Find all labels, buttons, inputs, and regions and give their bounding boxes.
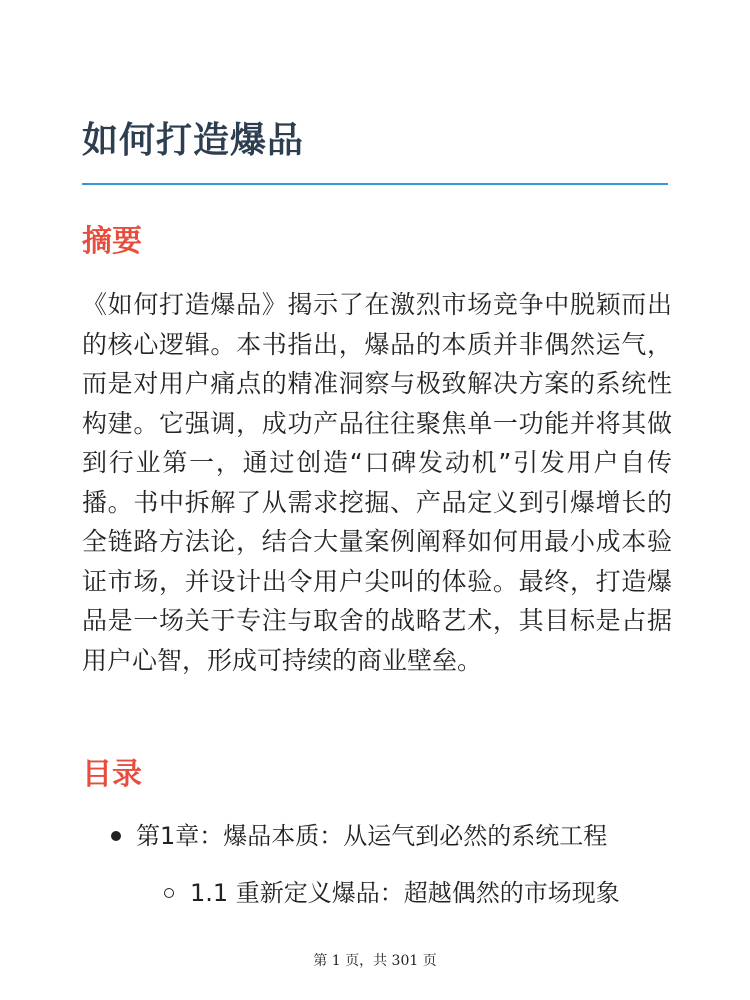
toc-item-label: 第1章：爆品本质：从运气到必然的系统工程	[136, 822, 608, 850]
summary-heading: 摘要	[82, 224, 142, 259]
toc-heading: 目录	[82, 757, 142, 792]
disc-icon	[111, 831, 121, 841]
page-title: 如何打造爆品	[82, 120, 305, 161]
title-divider	[82, 183, 668, 185]
summary-paragraph: 《如何打造爆品》揭示了在激烈市场竞争中脱颖而出的核心逻辑。本书指出，爆品的本质并非偶然运气，而是对用户痛点的精准洞察与极致解决方案的系统性构建。它强调，成功产品往往聚焦单一功能并将其做到行业第一，通过创造“口碑发动机”引发用户自传播。书中拆解了从需求挖掘、产品定义到引爆增长的全链路方法论，结合大量案例阐释如何用最小成本验证市场，并设计出令用户尖叫的体验。最终，打造爆品是一场关于专注与取舍的战略艺术，其目标是占据用户心智，形成可持续的商业壁垒。	[82, 290, 672, 675]
toc-item-section-1-1[interactable]	[190, 875, 620, 911]
toc-item-chapter-1[interactable]	[136, 818, 607, 854]
toc-item-label: 1.1 重新定义爆品：超越偶然的市场现象	[190, 879, 620, 907]
circle-icon	[164, 888, 174, 898]
page-number-footer: 第 1 页，共 301 页	[313, 953, 437, 969]
